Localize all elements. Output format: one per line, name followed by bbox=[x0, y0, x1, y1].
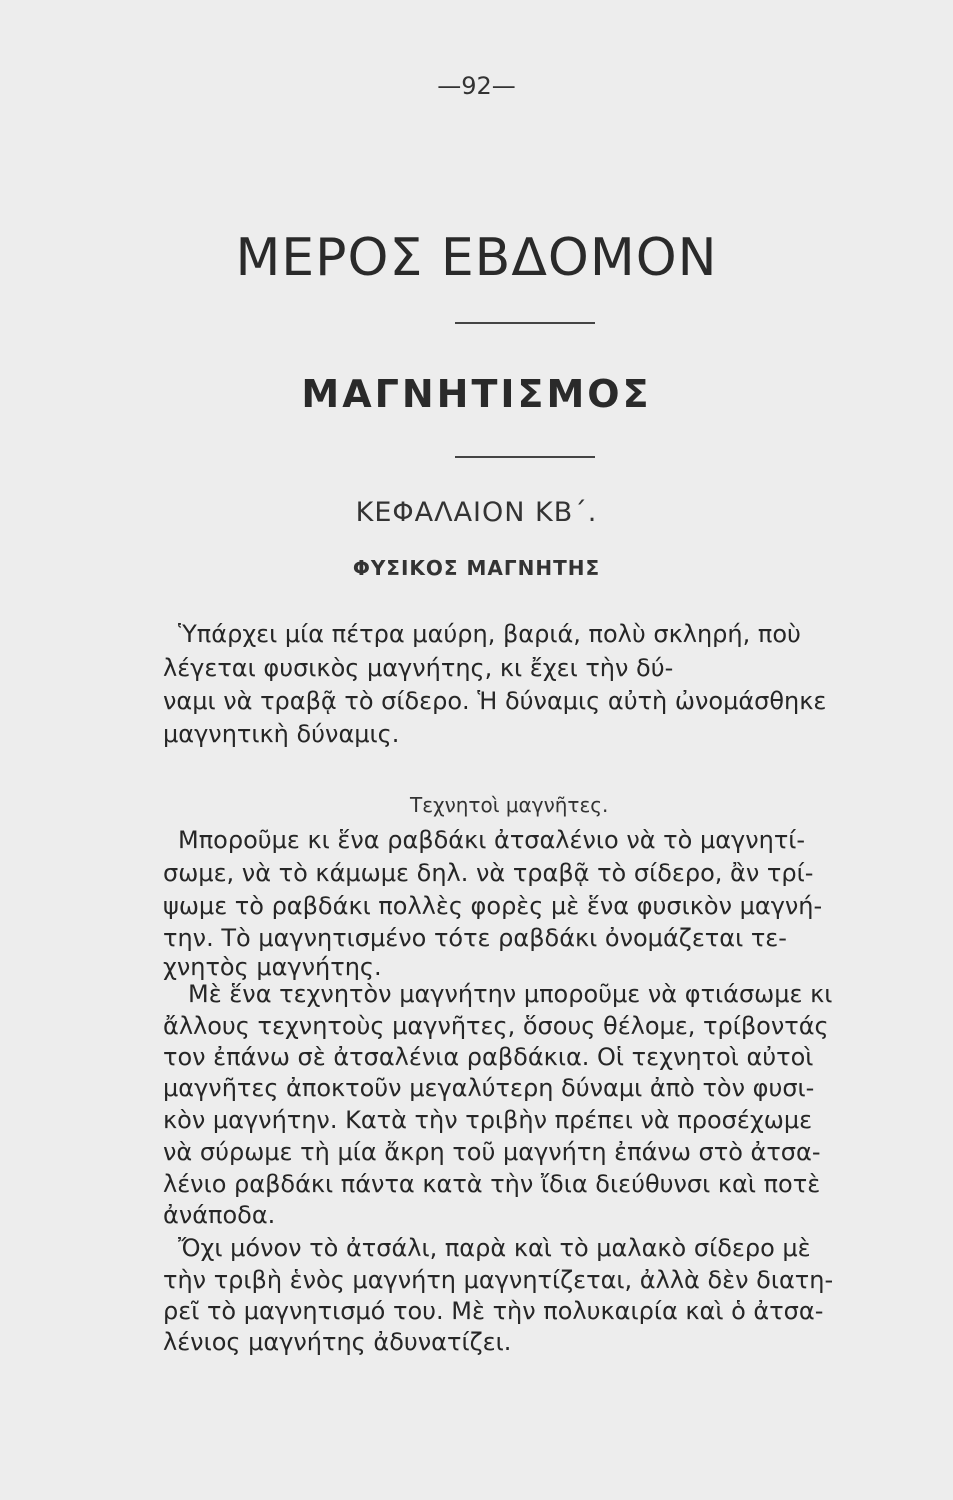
section-title: ΜΑΓΝΗΤΙΣΜΟΣ bbox=[301, 372, 652, 416]
page-number: —92— bbox=[437, 72, 516, 100]
part-title: ΜΕΡΟΣ ΕΒΔΟΜΟΝ bbox=[235, 228, 718, 288]
paragraph-line: λέγεται φυσικὸς μαγνήτης, κι ἔχει τὴν δύ- bbox=[163, 654, 674, 682]
chapter-subtitle: ΦΥΣΙΚΟΣ ΜΑΓΝΗΤΗΣ bbox=[352, 556, 601, 580]
paragraph-line: τον ἐπάνω σὲ ἀτσαλένια ραβδάκια. Οἱ τεχνητοὶ αὐτοὶ bbox=[163, 1043, 814, 1071]
paragraph-line: κὸν μαγνήτην. Κατὰ τὴν τριβὴν πρέπει νὰ προσέχωμε bbox=[163, 1106, 813, 1134]
paragraph-line: ἀνάποδα. bbox=[163, 1201, 276, 1229]
paragraph-line: σωμε, νὰ τὸ κάμωμε δηλ. νὰ τραβᾷ τὸ σίδερο, ἂν τρί- bbox=[163, 859, 814, 887]
paragraph-line: μαγνῆτες ἀποκτοῦν μεγαλύτερη δύναμι ἀπὸ τὸν φυσι- bbox=[163, 1074, 815, 1102]
paragraph-line: νὰ σύρωμε τὴ μία ἄκρη τοῦ μαγνήτη ἐπάνω στὸ ἀτσα- bbox=[163, 1138, 821, 1166]
divider-rule bbox=[455, 322, 595, 324]
paragraph-line: ψωμε τὸ ραβδάκι πολλὲς φορὲς μὲ ἕνα φυσικὸν μαγνή- bbox=[163, 892, 823, 920]
paragraph-line: ναμι νὰ τραβᾷ τὸ σίδερο. Ἡ δύναμις αὐτὴ ὠνομάσθηκε bbox=[163, 687, 827, 715]
paragraph-line: Μποροῦμε κι ἕνα ραβδάκι ἀτσαλένιο νὰ τὸ μαγνητί- bbox=[178, 826, 806, 854]
divider-rule bbox=[455, 456, 595, 458]
paragraph-line: μαγνητικὴ δύναμις. bbox=[163, 720, 400, 748]
paragraph-line: Μὲ ἕνα τεχνητὸν μαγνήτην μποροῦμε νὰ φτιάσωμε κι bbox=[188, 980, 833, 1008]
paragraph-line: λένιο ραβδάκι πάντα κατὰ τὴν ἴδια διεύθυνσι καὶ ποτὲ bbox=[163, 1170, 821, 1198]
paragraph-line: Ὑπάρχει μία πέτρα μαύρη, βαριά, πολὺ σκληρή, ποὺ bbox=[178, 620, 801, 648]
paragraph-line: χνητὸς μαγνήτης. bbox=[163, 953, 382, 981]
paragraph-line: τὴν τριβὴ ἑνὸς μαγνήτη μαγνητίζεται, ἀλλὰ δὲν διατη- bbox=[163, 1266, 834, 1294]
paragraph-line: ἄλλους τεχνητοὺς μαγνῆτες, ὅσους θέλομε, τρίβοντάς bbox=[163, 1012, 829, 1040]
paragraph-line: λένιος μαγνήτης ἀδυνατίζει. bbox=[163, 1328, 512, 1356]
paragraph-line: την. Τὸ μαγνητισμένο τότε ραβδάκι ὀνομάζεται τε- bbox=[163, 924, 787, 952]
chapter-title: ΚΕΦΑΛΑΙΟΝ ΚΒ΄. bbox=[355, 497, 598, 528]
paragraph-line: Ὄχι μόνον τὸ ἀτσάλι, παρὰ καὶ τὸ μαλακὸ σίδερο μὲ bbox=[178, 1234, 811, 1262]
subheading: Τεχνητοὶ μαγνῆτες. bbox=[410, 793, 609, 817]
paragraph-line: ρεῖ τὸ μαγνητισμό του. Μὲ τὴν πολυκαιρία καὶ ὁ ἀτσα- bbox=[163, 1297, 824, 1325]
